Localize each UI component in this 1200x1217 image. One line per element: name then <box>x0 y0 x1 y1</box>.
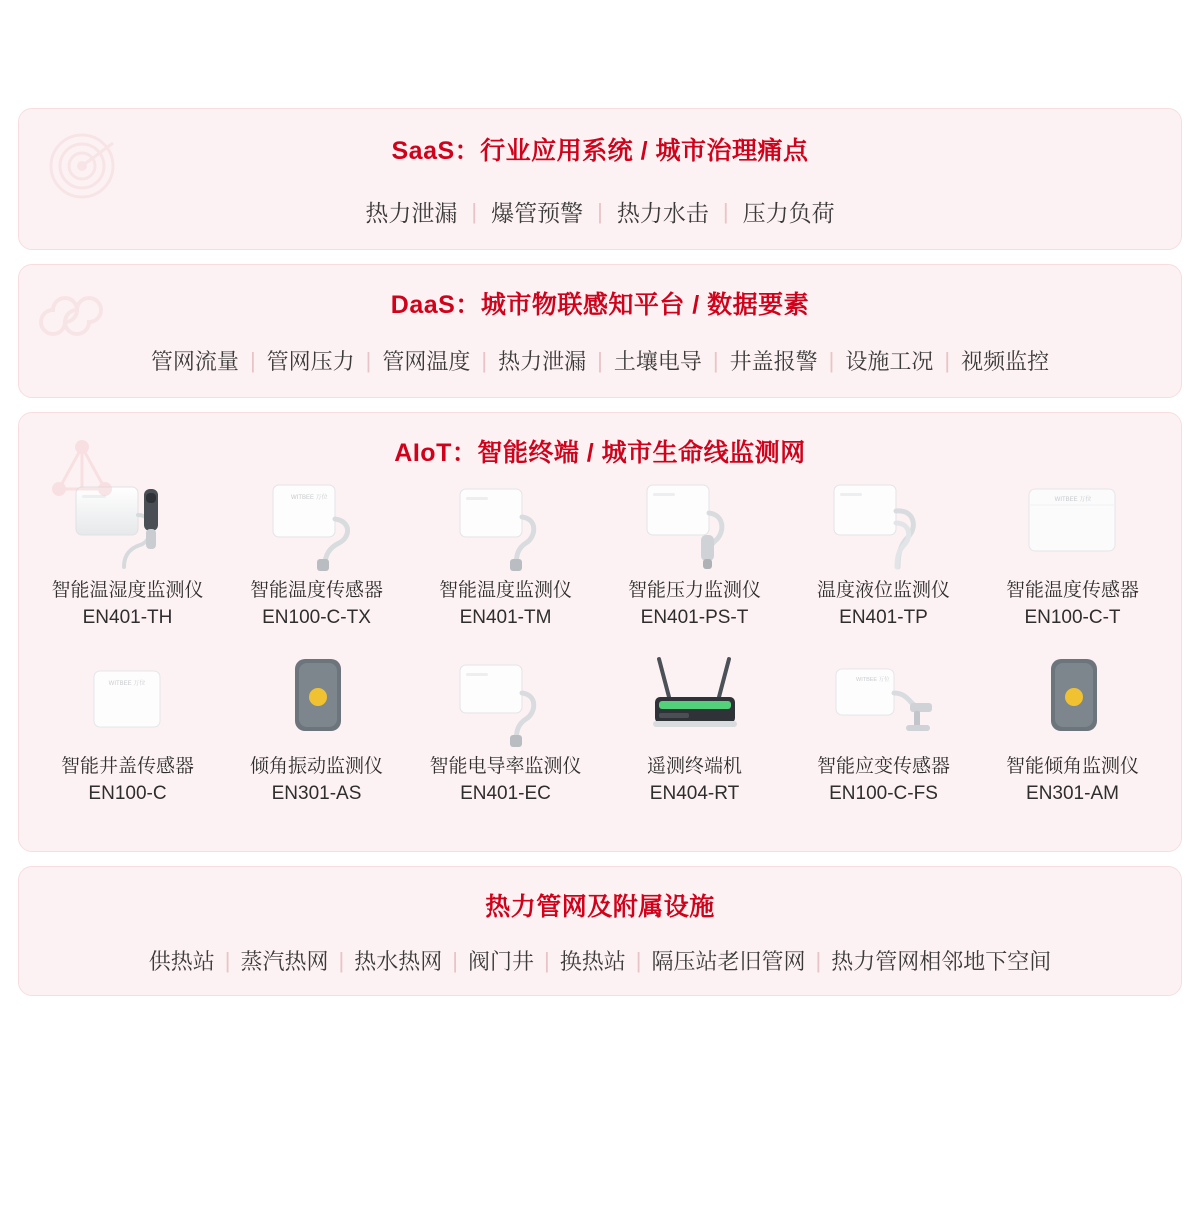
device-name: 遥测终端机 <box>646 756 742 777</box>
saas-item[interactable]: 热力泄漏 <box>365 200 458 226</box>
device-name: 智能井盖传感器 <box>60 756 194 777</box>
device-card[interactable] <box>600 651 789 807</box>
sensor-box-probe-icon <box>53 475 203 571</box>
daas-item[interactable]: 井盖报警 <box>729 349 818 374</box>
pipe-item[interactable]: 换热站 <box>559 949 626 974</box>
device-card[interactable] <box>222 475 411 631</box>
device-card[interactable] <box>789 651 978 807</box>
separator: | <box>815 947 822 973</box>
gray-module-icon <box>998 651 1148 747</box>
device-name: 智能电导率监测仪 <box>429 756 582 777</box>
device-model: EN100-C-TX <box>262 607 371 628</box>
saas-title-text: 行业应用系统 / 城市治理痛点 <box>480 137 809 165</box>
aiot-layer-panel <box>18 412 1182 852</box>
daas-item-list <box>19 345 1181 376</box>
saas-item[interactable]: 爆管预警 <box>491 200 584 226</box>
separator: | <box>544 947 550 973</box>
daas-item[interactable]: 管网压力 <box>266 349 355 374</box>
aiot-title-prefix: AIoT： <box>394 439 478 467</box>
sensor-box-cable-icon <box>431 475 581 571</box>
separator: | <box>828 347 835 373</box>
daas-title <box>19 285 1181 321</box>
device-model: EN401-TP <box>839 607 928 628</box>
separator: | <box>635 947 642 973</box>
pipe-item[interactable]: 热水热网 <box>354 949 443 974</box>
separator: | <box>597 198 603 224</box>
svg-text:WITBEE 万位: WITBEE 万位 <box>855 677 890 683</box>
pipe-item-list <box>19 945 1181 976</box>
device-name: 智能温度传感器 <box>249 580 383 601</box>
device-model: EN401-PS-T <box>640 607 749 628</box>
aiot-title <box>19 433 1181 469</box>
separator: | <box>481 347 488 373</box>
saas-item[interactable]: 压力负荷 <box>742 200 835 226</box>
device-card[interactable] <box>978 651 1167 807</box>
device-card[interactable] <box>222 651 411 807</box>
sensor-box-cable-icon <box>431 651 581 747</box>
device-model: EN401-TM <box>459 607 552 628</box>
daas-item[interactable]: 管网流量 <box>150 349 239 374</box>
daas-item[interactable]: 土壤电导 <box>613 349 702 374</box>
separator: | <box>224 947 231 973</box>
daas-layer-panel <box>18 264 1182 398</box>
device-model: EN100-C <box>88 783 167 804</box>
device-model: EN301-AM <box>1026 783 1119 804</box>
daas-item[interactable]: 设施工况 <box>845 349 934 374</box>
device-name: 智能压力监测仪 <box>627 580 761 601</box>
device-name: 温度液位监测仪 <box>816 580 950 601</box>
separator: | <box>597 347 603 373</box>
aiot-device-grid-row1 <box>19 475 1181 631</box>
daas-item[interactable]: 管网温度 <box>382 349 471 374</box>
device-name: 智能温度传感器 <box>1005 580 1139 601</box>
device-card[interactable] <box>411 475 600 631</box>
device-card[interactable] <box>33 651 222 807</box>
svg-text:WITBEE 万位: WITBEE 万位 <box>108 681 145 687</box>
device-model: EN100-C-FS <box>829 783 938 804</box>
device-model: EN401-TH <box>82 607 173 628</box>
pipe-item[interactable]: 阀门井 <box>467 949 534 974</box>
device-model: EN100-C-T <box>1024 607 1121 628</box>
device-card[interactable] <box>411 651 600 807</box>
pipe-item[interactable]: 热力管网相邻地下空间 <box>831 949 1052 974</box>
daas-item[interactable]: 视频监控 <box>961 349 1050 374</box>
device-model: EN404-RT <box>649 783 740 804</box>
separator: | <box>365 347 372 373</box>
device-model: EN401-EC <box>460 783 551 804</box>
saas-item-list <box>19 195 1181 228</box>
device-card[interactable] <box>978 475 1167 631</box>
device-card[interactable] <box>33 475 222 631</box>
svg-text:WITBEE 万位: WITBEE 万位 <box>1054 497 1091 503</box>
pipe-title: 热力管网及附属设施 <box>485 893 715 921</box>
device-card[interactable] <box>789 475 978 631</box>
saas-layer-panel <box>18 108 1182 250</box>
saas-item[interactable]: 热力水击 <box>616 200 709 226</box>
sensor-panel-cable-icon <box>242 475 392 571</box>
separator: | <box>722 198 729 224</box>
architecture-diagram <box>0 108 1200 1217</box>
device-card[interactable] <box>600 475 789 631</box>
pipe-network-panel <box>18 866 1182 996</box>
daas-title-text: 城市物联感知平台 / 数据要素 <box>480 291 810 319</box>
pipe-item[interactable]: 蒸汽热网 <box>240 949 329 974</box>
device-model: EN301-AS <box>271 783 362 804</box>
device-name: 智能温度监测仪 <box>438 580 572 601</box>
separator: | <box>712 347 719 373</box>
device-name: 倾角振动监测仪 <box>249 756 383 777</box>
pipe-item[interactable]: 供热站 <box>148 949 215 974</box>
aiot-device-grid-row2 <box>19 651 1181 807</box>
separator: | <box>338 947 345 973</box>
sensor-box-dualcable-icon <box>809 475 959 571</box>
daas-title-prefix: DaaS： <box>390 291 481 319</box>
gray-module-icon <box>242 651 392 747</box>
panel-bracket-icon <box>809 651 959 747</box>
sensor-box-pressure-icon <box>620 475 770 571</box>
device-name: 智能温湿度监测仪 <box>51 580 204 601</box>
saas-title-prefix: SaaS： <box>391 137 481 165</box>
router-antenna-icon <box>620 651 770 747</box>
separator: | <box>452 947 458 973</box>
daas-item[interactable]: 热力泄漏 <box>498 349 587 374</box>
saas-title <box>19 131 1181 167</box>
separator: | <box>471 198 478 224</box>
white-square-panel-icon <box>53 651 203 747</box>
device-name: 智能倾角监测仪 <box>1005 756 1139 777</box>
svg-text:WITBEE 万位: WITBEE 万位 <box>290 495 328 501</box>
separator: | <box>944 347 951 373</box>
aiot-title-text: 智能终端 / 城市生命线监测网 <box>477 439 806 467</box>
device-name: 智能应变传感器 <box>816 756 950 777</box>
white-block-icon <box>998 475 1148 571</box>
separator: | <box>249 347 256 373</box>
pipe-item[interactable]: 隔压站老旧管网 <box>651 949 806 974</box>
